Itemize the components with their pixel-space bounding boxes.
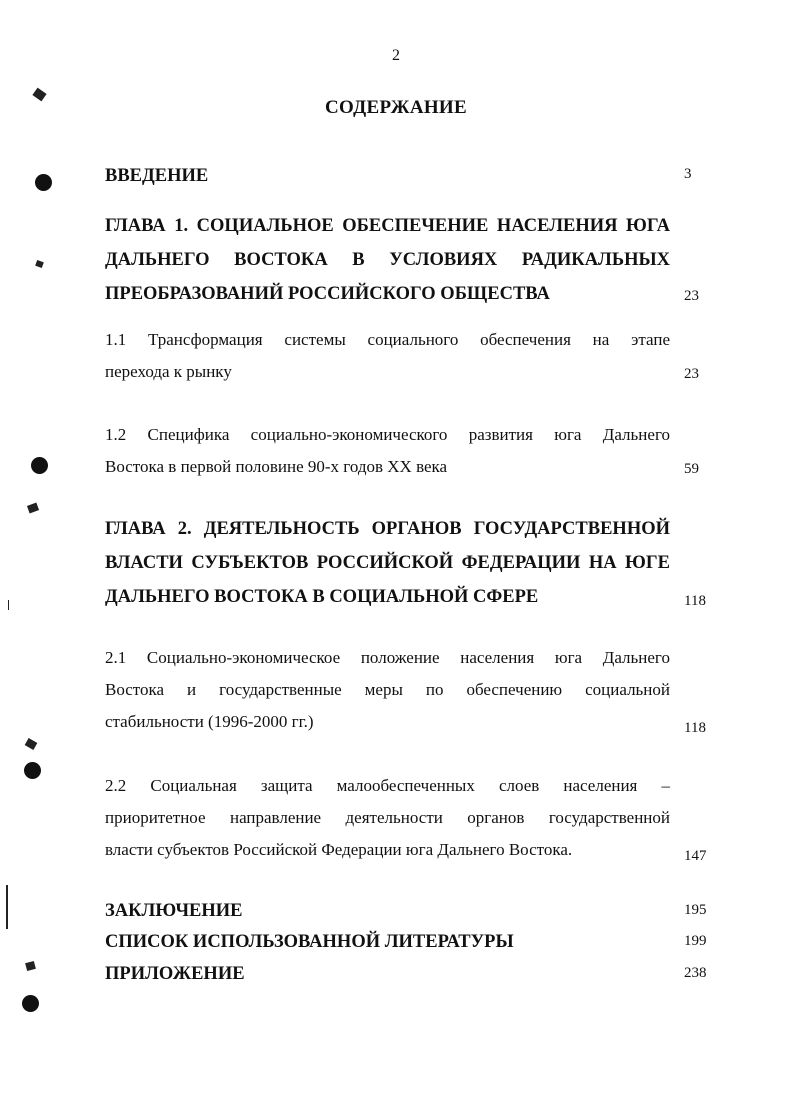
- section-2-1-line: Востока и государственные меры по обеспечению социальной: [105, 680, 670, 699]
- toc-chapter-2: [105, 512, 670, 614]
- toc-section-2-1: [105, 642, 670, 738]
- chapter-1-line: ПРЕОБРАЗОВАНИЙ РОССИЙСКОГО ОБЩЕСТВА: [105, 284, 550, 304]
- chapter-1-line: ДАЛЬНЕГО ВОСТОКА В УСЛОВИЯХ РАДИКАЛЬНЫХ: [105, 250, 670, 270]
- binder-hole: [24, 762, 41, 779]
- scan-speck: [27, 503, 39, 514]
- chapter-1-line: ГЛАВА 1. СОЦИАЛЬНОЕ ОБЕСПЕЧЕНИЕ НАСЕЛЕНИЯ ЮГА: [105, 216, 670, 236]
- toc-chapter-1: [105, 209, 670, 311]
- toc-entry-appendix: ПРИЛОЖЕНИЕ: [105, 964, 245, 984]
- toc-section-1-1: [105, 324, 670, 388]
- binder-hole: [35, 174, 52, 191]
- scan-speck: [25, 961, 36, 971]
- chapter-2-line: ВЛАСТИ СУБЪЕКТОВ РОССИЙСКОЙ ФЕДЕРАЦИИ НА ЮГЕ: [105, 553, 670, 573]
- scan-line: [8, 600, 9, 610]
- scan-speck: [25, 738, 38, 750]
- toc-entry-bibliography: СПИСОК ИСПОЛЬЗОВАННОЙ ЛИТЕРАТУРЫ: [105, 932, 514, 952]
- section-1-2-line: 1.2 Специфика социально-экономического развития юга Дальнего: [105, 425, 670, 444]
- toc-section-1-2: [105, 419, 670, 483]
- page-ref-section-1-2: 59: [684, 461, 699, 477]
- section-2-2-line: приоритетное направление деятельности органов государственной: [105, 808, 670, 827]
- page-ref-appendix: 238: [684, 965, 707, 981]
- section-2-1-line: 2.1 Социально-экономическое положение населения юга Дальнего: [105, 648, 670, 667]
- toc-entry-conclusion: ЗАКЛЮЧЕНИЕ: [105, 901, 243, 921]
- scan-speck: [35, 260, 44, 268]
- section-2-2-line: 2.2 Социальная защита малообеспеченных слоев населения –: [105, 776, 670, 795]
- toc-section-2-2: [105, 770, 670, 866]
- section-1-2-line: Востока в первой половине 90-х годов XX века: [105, 457, 448, 476]
- page-title: СОДЕРЖАНИЕ: [325, 97, 467, 118]
- section-2-1-line: стабильности (1996-2000 гг.): [105, 712, 314, 731]
- page-ref-section-2-2: 147: [684, 848, 707, 864]
- page-ref-section-2-1: 118: [684, 720, 706, 736]
- section-2-2-line: власти субъектов Российской Федерации юга Дальнего Востока.: [105, 840, 573, 859]
- page-ref-chapter-1: 23: [684, 288, 699, 304]
- section-1-1-line: перехода к рынку: [105, 362, 232, 381]
- section-1-1-line: 1.1 Трансформация системы социального обеспечения на этапе: [105, 330, 670, 349]
- binder-hole: [31, 457, 48, 474]
- page-ref-introduction: 3: [684, 166, 692, 182]
- chapter-2-line: ДАЛЬНЕГО ВОСТОКА В СОЦИАЛЬНОЙ СФЕРЕ: [105, 587, 539, 607]
- page-ref-section-1-1: 23: [684, 366, 699, 382]
- page-ref-chapter-2: 118: [684, 593, 706, 609]
- binder-hole: [22, 995, 39, 1012]
- page-ref-bibliography: 199: [684, 933, 707, 949]
- chapter-2-line: ГЛАВА 2. ДЕЯТЕЛЬНОСТЬ ОРГАНОВ ГОСУДАРСТВЕННОЙ: [105, 519, 670, 539]
- toc-entry-introduction: ВВЕДЕНИЕ: [105, 166, 209, 186]
- page-number: 2: [392, 47, 400, 64]
- scan-line: [6, 885, 8, 929]
- page-ref-conclusion: 195: [684, 902, 707, 918]
